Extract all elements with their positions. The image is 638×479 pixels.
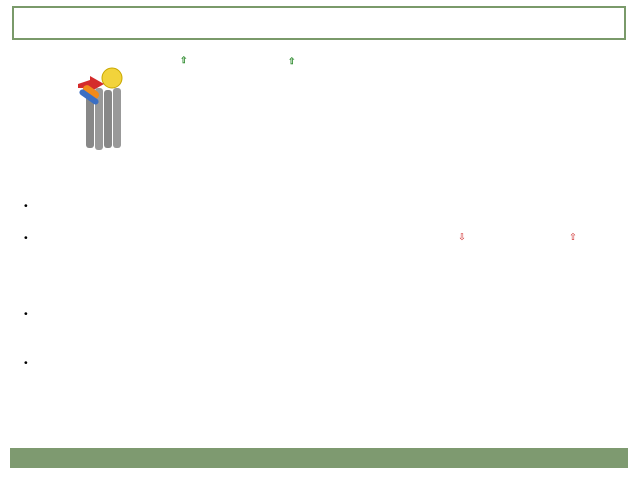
dose-response-panels <box>0 0 638 180</box>
bullet-2-dot: • <box>24 232 28 244</box>
footer-bar <box>10 448 628 468</box>
bullet-4-dot: • <box>24 357 28 369</box>
pam-state-sub1: ⇧ <box>569 232 577 243</box>
synapse-figure <box>300 250 630 430</box>
bullet-3-dot: • <box>24 308 28 320</box>
panel1-label: ⇧ <box>180 55 188 65</box>
disease-state-sub1: ⇩ <box>458 232 466 243</box>
bullet-1-dot: • <box>24 200 28 212</box>
panel2-label: ⇧ <box>288 56 296 66</box>
